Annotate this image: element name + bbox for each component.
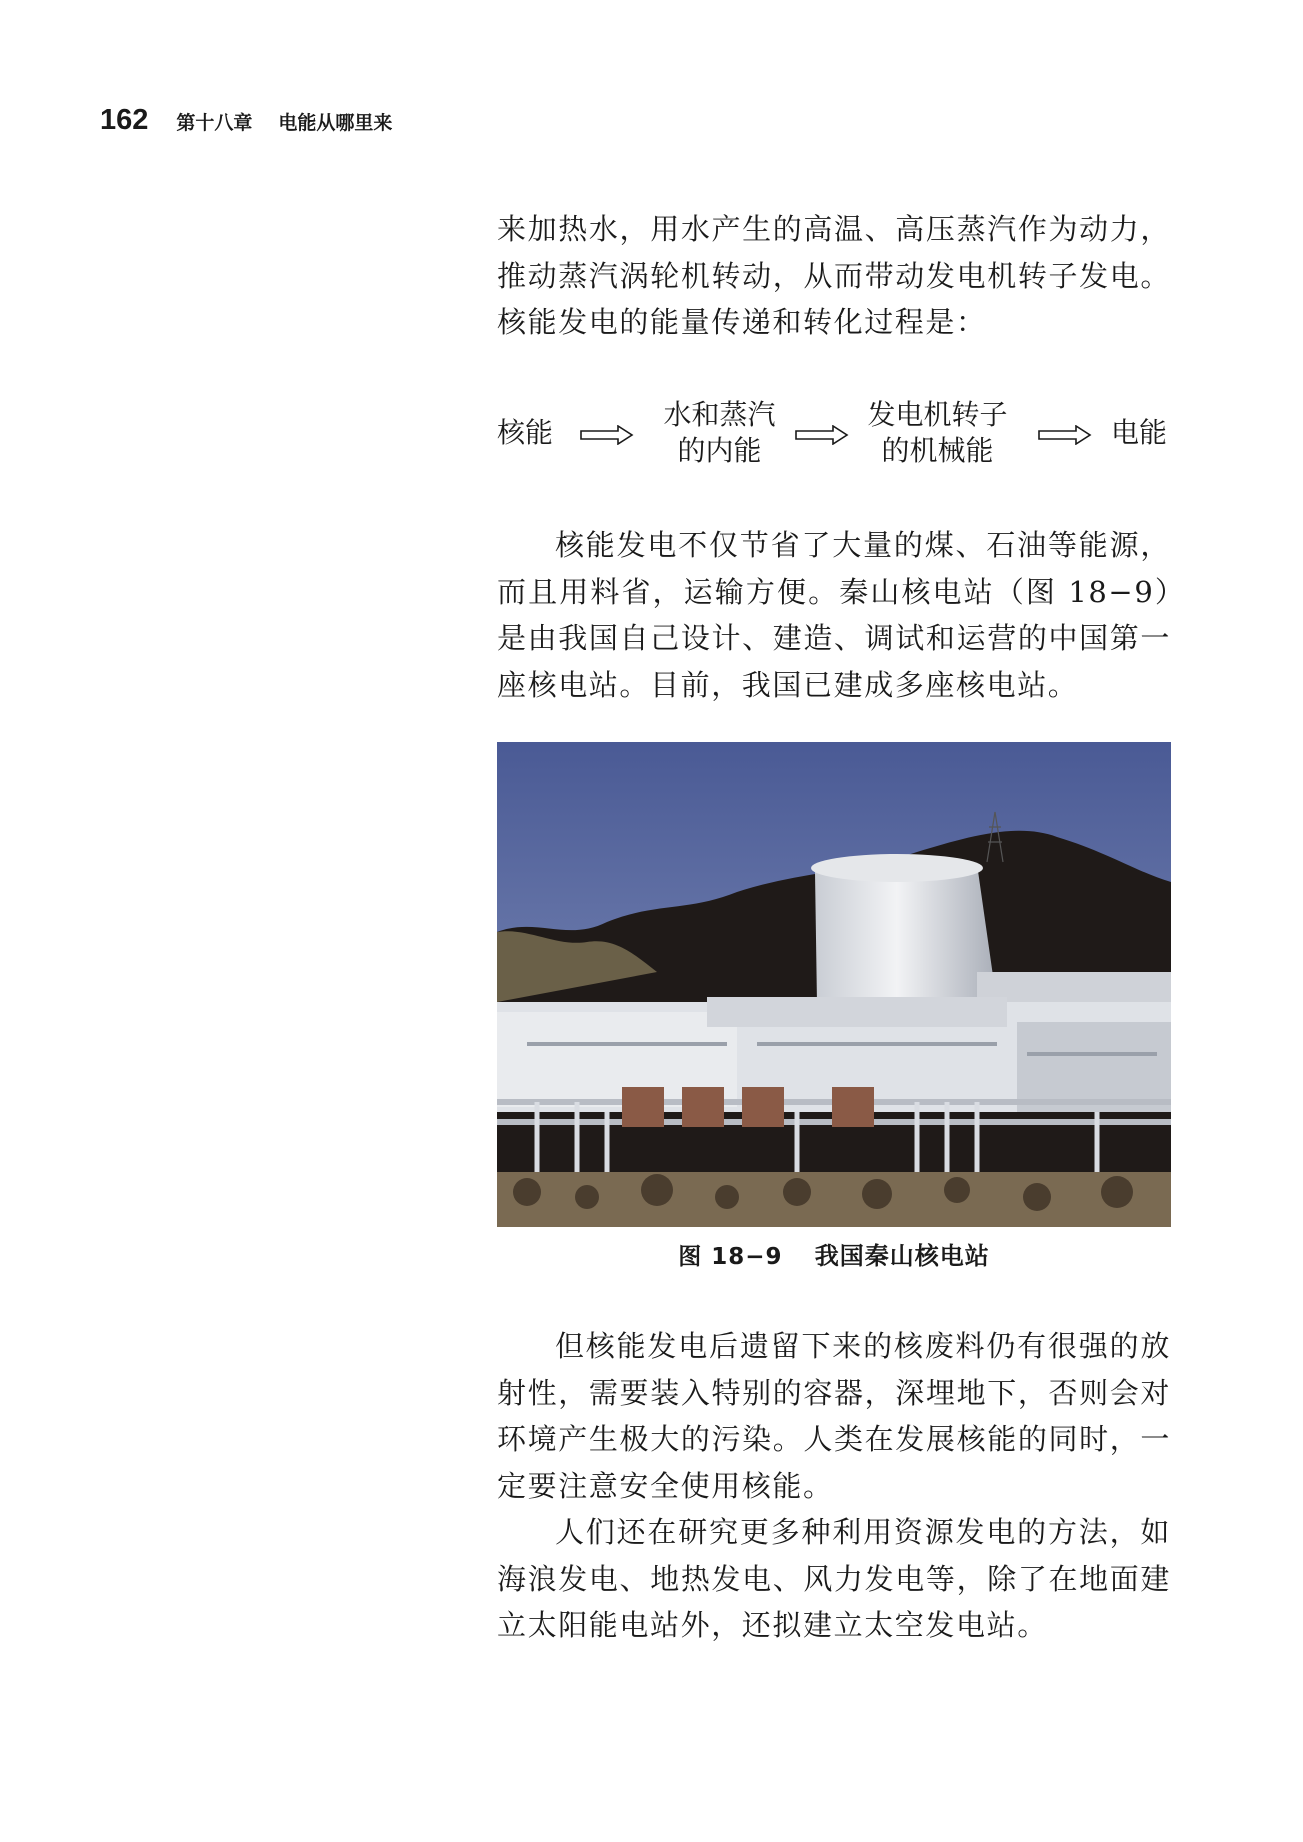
flow-step-electric-energy: 电能 xyxy=(1111,416,1168,449)
chapter-title: 电能从哪里来 xyxy=(278,112,393,134)
paragraph-nuclear-advantages: 核能发电不仅节省了大量的煤、石油等能源，而且用料省，运输方便。秦山核电站（图 18−9）是由我国自己设计、建造、调试和运营的中国第一座核电站。目前，我国已建成多座核电站。 xyxy=(497,528,1171,702)
text-block-middle xyxy=(497,522,1171,708)
flow-step-nuclear: 核能 xyxy=(497,416,554,449)
chapter-number: 第十八章 xyxy=(176,112,253,134)
flow-step-mechanical-energy-line1: 发电机转子 xyxy=(867,398,1008,431)
flow-step-mechanical-energy xyxy=(855,397,1020,469)
energy-flow-diagram xyxy=(497,395,1171,475)
flow-step-internal-energy-line2: 的内能 xyxy=(677,434,762,467)
page-number: 162 xyxy=(100,104,149,136)
qinshan-nuclear-plant-photo xyxy=(497,742,1171,1227)
paragraph-continuation: 来加热水，用水产生的高温、高压蒸汽作为动力，推动蒸汽涡轮机转动，从而带动发电机转子发电。核能发电的能量传递和转化过程是： xyxy=(497,212,1171,339)
hollow-arrow-icon xyxy=(795,425,849,445)
flow-step-internal-energy-line1: 水和蒸汽 xyxy=(663,398,776,431)
figure-caption-text: 我国秦山核电站 xyxy=(814,1242,990,1270)
running-header xyxy=(100,104,392,144)
flow-step-internal-energy xyxy=(652,397,787,469)
hollow-arrow-icon xyxy=(580,425,634,445)
figure-label: 图 18−9 xyxy=(678,1244,783,1270)
flow-step-mechanical-energy-line2: 的机械能 xyxy=(881,434,994,467)
text-block-bottom xyxy=(497,1323,1171,1649)
paragraph-nuclear-waste: 但核能发电后遗留下来的核废料仍有很强的放射性，需要装入特别的容器，深埋地下，否则会对环境产生极大的污染。人类在发展核能的同时，一定要注意安全使用核能。 xyxy=(497,1329,1171,1503)
figure-caption xyxy=(497,1236,1171,1271)
hollow-arrow-icon xyxy=(1038,425,1092,445)
paragraph-other-power-methods: 人们还在研究更多种利用资源发电的方法，如海浪发电、地热发电、风力发电等，除了在地面建立太阳能电站外，还拟建立太空发电站。 xyxy=(497,1515,1171,1642)
text-block-top xyxy=(497,206,1171,346)
